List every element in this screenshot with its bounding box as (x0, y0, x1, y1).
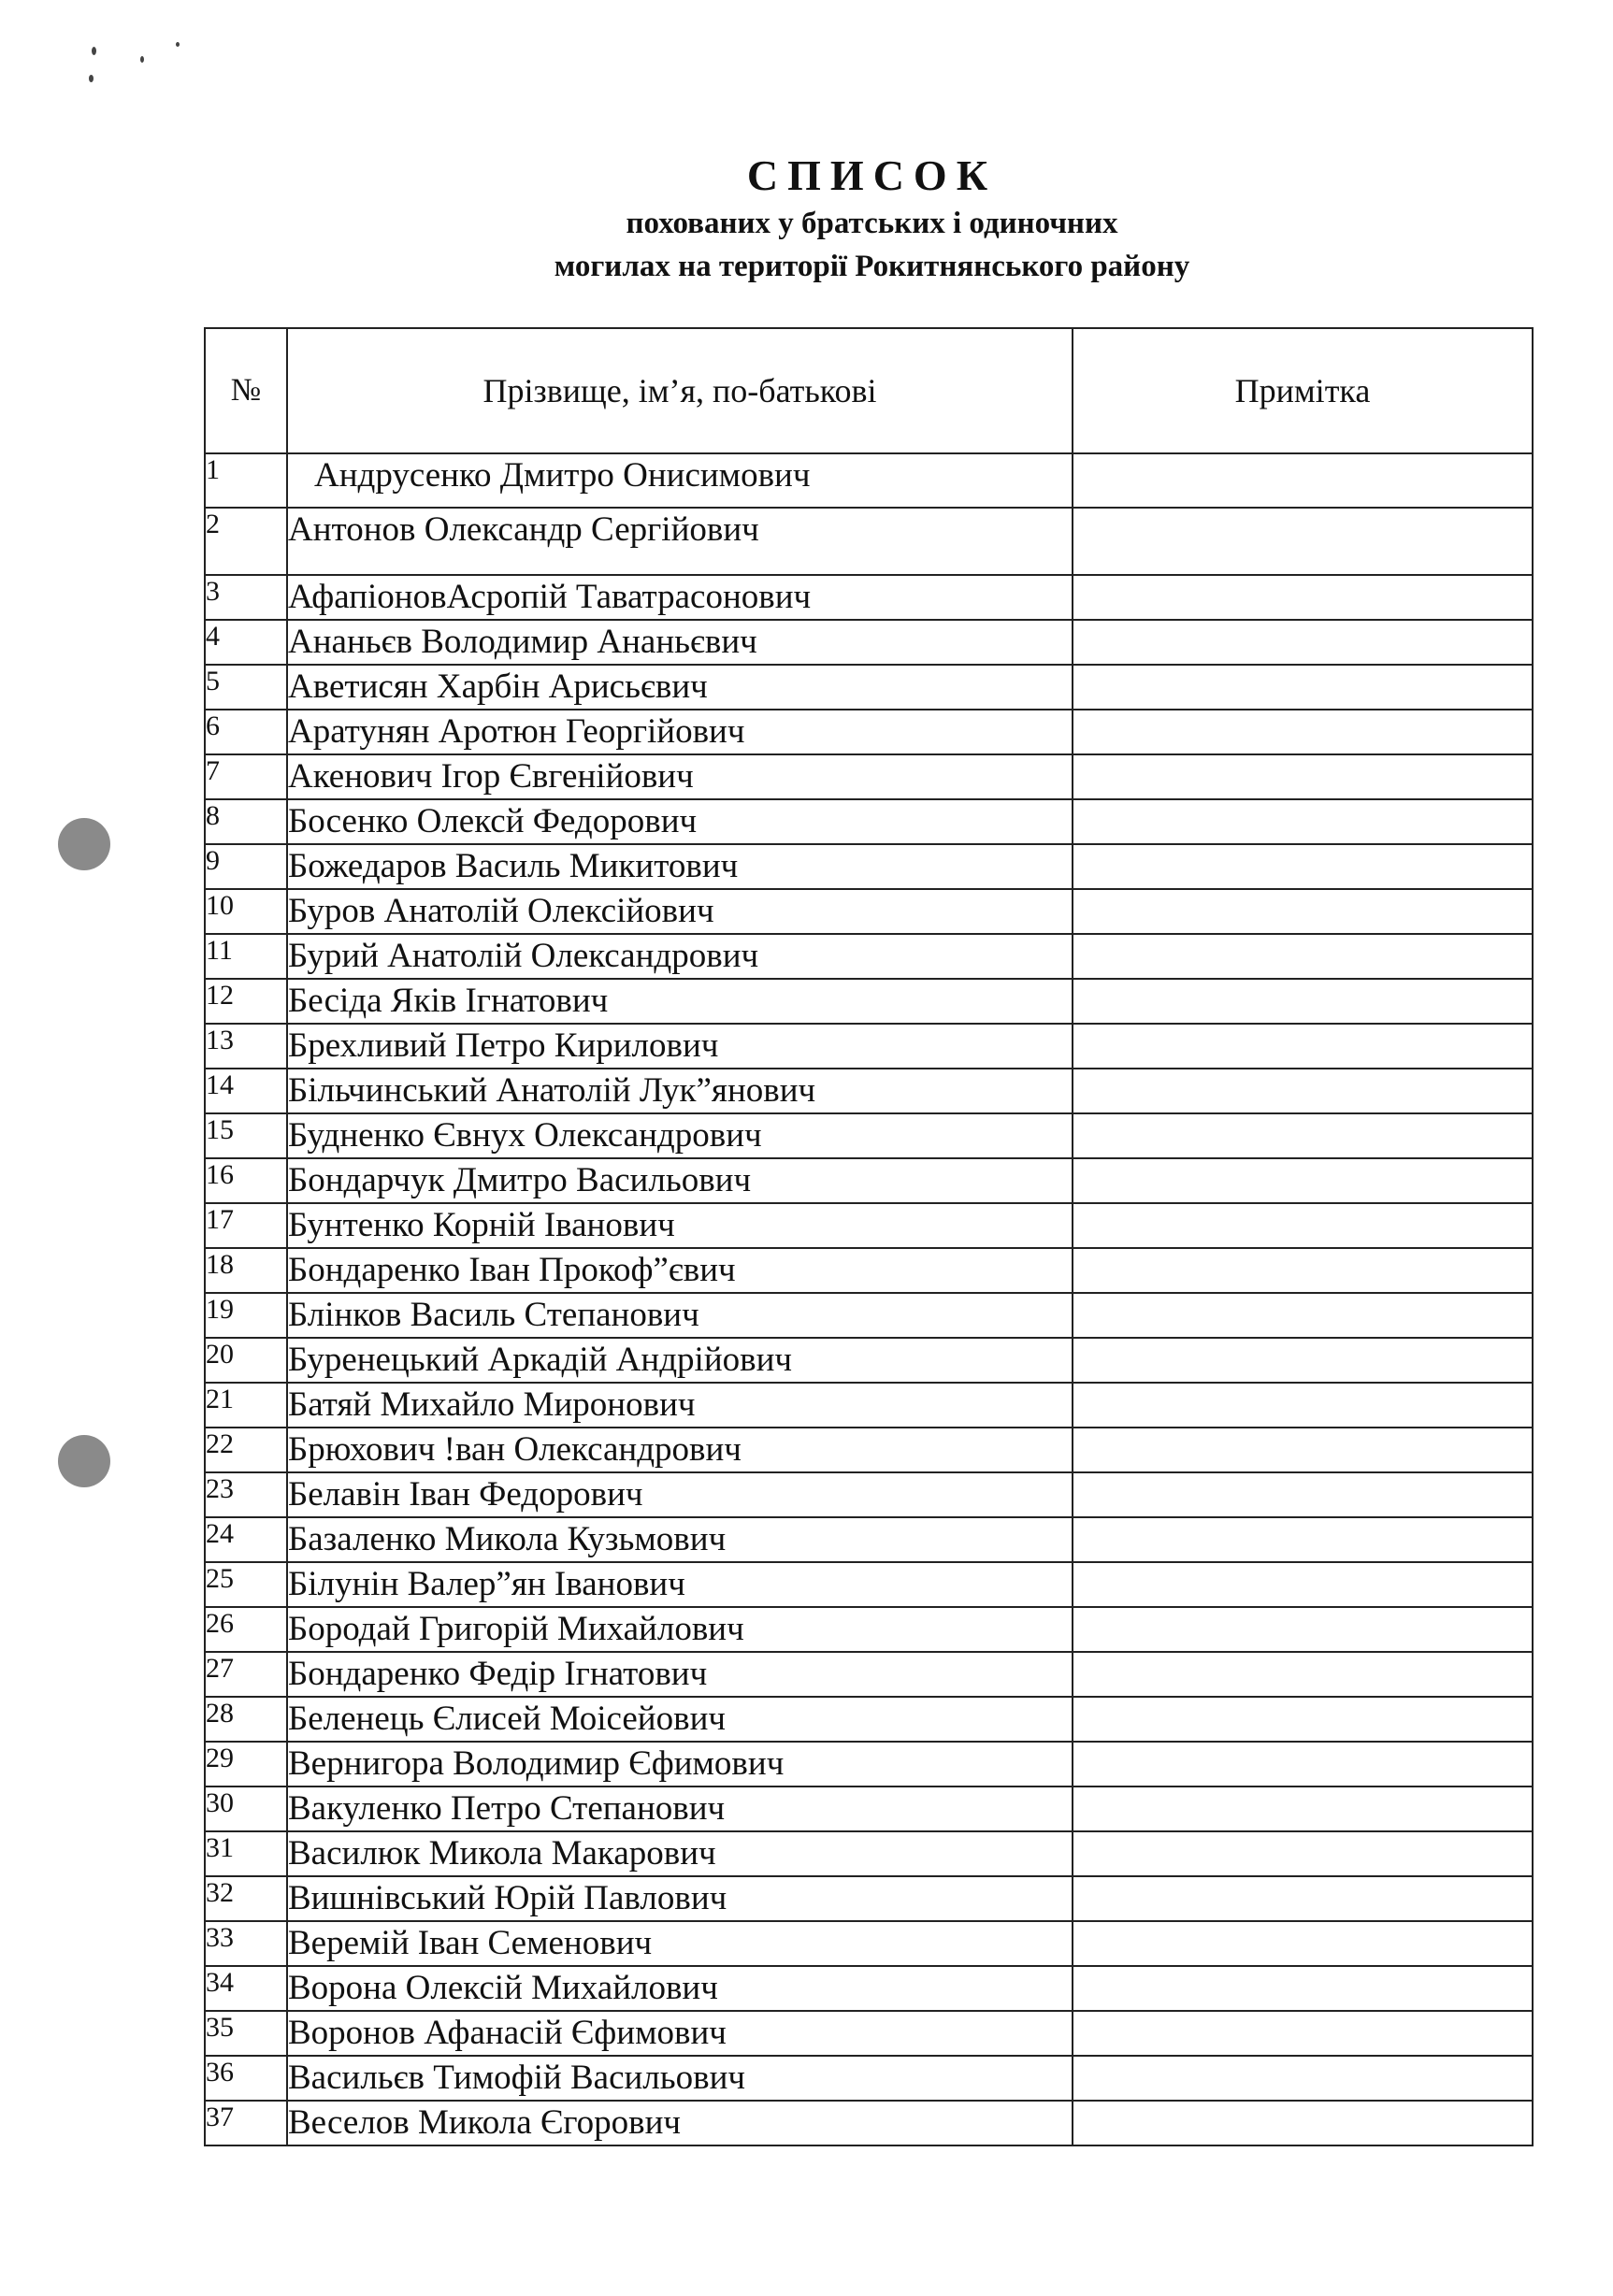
table-row (205, 1203, 1533, 1248)
row-name: Бондарчук Дмитро Васильович (287, 1158, 1073, 1203)
row-note (1073, 799, 1533, 844)
row-number: 9 (205, 844, 287, 889)
row-name: Василюк Микола Макарович (287, 1831, 1073, 1876)
punch-hole-top (58, 818, 110, 870)
row-number: 19 (205, 1293, 287, 1338)
row-number: 21 (205, 1383, 287, 1428)
row-number: 2 (205, 508, 287, 575)
row-number: 1 (205, 453, 287, 508)
table-row (205, 799, 1533, 844)
table-row (205, 934, 1533, 979)
row-note (1073, 2056, 1533, 2101)
row-number: 22 (205, 1428, 287, 1472)
row-number: 7 (205, 754, 287, 799)
row-name: Вакуленко Петро Степанович (287, 1787, 1073, 1831)
document-title: СПИСОК (746, 151, 998, 199)
table-row (205, 1248, 1533, 1293)
row-note (1073, 1428, 1533, 1472)
table-row (205, 1024, 1533, 1069)
row-name: Блінков Василь Степанович (287, 1293, 1073, 1338)
row-note (1073, 1652, 1533, 1697)
row-number: 16 (205, 1158, 287, 1203)
row-number: 11 (205, 934, 287, 979)
row-note (1073, 1338, 1533, 1383)
row-number: 15 (205, 1113, 287, 1158)
table-row (205, 1742, 1533, 1787)
row-number: 18 (205, 1248, 287, 1293)
row-note (1073, 1921, 1533, 1966)
table-row (205, 1921, 1533, 1966)
row-note (1073, 934, 1533, 979)
scan-speck (176, 42, 180, 47)
table-row (205, 844, 1533, 889)
table-row (205, 1338, 1533, 1383)
row-name: Ворона Олексій Михайлович (287, 1966, 1073, 2011)
punch-hole-bottom (58, 1435, 110, 1487)
table-row (205, 1158, 1533, 1203)
row-name: АфапіоновАсропій Таватрасонович (287, 575, 1073, 620)
table-row (205, 2011, 1533, 2056)
row-name: Брюхович !ван Олександрович (287, 1428, 1073, 1472)
row-note (1073, 665, 1533, 710)
row-name: Більчинський Анатолій Лук”янович (287, 1069, 1073, 1113)
row-name: Бунтенко Корній Іванович (287, 1203, 1073, 1248)
column-header-note: Примітка (1073, 328, 1533, 453)
row-note (1073, 2011, 1533, 2056)
row-note (1073, 1293, 1533, 1338)
table-row (205, 1069, 1533, 1113)
row-number: 37 (205, 2101, 287, 2145)
table-row (205, 1517, 1533, 1562)
row-note (1073, 508, 1533, 575)
row-number: 8 (205, 799, 287, 844)
row-note (1073, 1876, 1533, 1921)
row-note (1073, 889, 1533, 934)
row-number: 33 (205, 1921, 287, 1966)
row-name: Акенович Ігор Євгенійович (287, 754, 1073, 799)
row-name: Васильєв Тимофій Васильович (287, 2056, 1073, 2101)
table-row (205, 453, 1533, 508)
row-note (1073, 453, 1533, 508)
row-name: Воронов Афанасій Єфимович (287, 2011, 1073, 2056)
row-name: Білунін Валер”ян Іванович (287, 1562, 1073, 1607)
table-row (205, 665, 1533, 710)
row-note (1073, 754, 1533, 799)
scan-speck (92, 47, 96, 55)
table-row (205, 889, 1533, 934)
row-name: Андрусенко Дмитро Онисимович (287, 453, 1073, 508)
row-note (1073, 1069, 1533, 1113)
row-number: 6 (205, 710, 287, 754)
table-row (205, 710, 1533, 754)
scan-speck (140, 56, 144, 63)
row-name: Вишнівський Юрій Павлович (287, 1876, 1073, 1921)
row-note (1073, 1024, 1533, 1069)
table-row (205, 754, 1533, 799)
table-row (205, 2056, 1533, 2101)
row-number: 20 (205, 1338, 287, 1383)
row-name: Белавін Іван Федорович (287, 1472, 1073, 1517)
table-row (205, 1383, 1533, 1428)
row-number: 36 (205, 2056, 287, 2101)
table-row (205, 1472, 1533, 1517)
row-name: Бурий Анатолій Олександрович (287, 934, 1073, 979)
row-note (1073, 1517, 1533, 1562)
row-note (1073, 1383, 1533, 1428)
row-note (1073, 1742, 1533, 1787)
table-row (205, 575, 1533, 620)
row-number: 24 (205, 1517, 287, 1562)
row-note (1073, 1472, 1533, 1517)
row-number: 27 (205, 1652, 287, 1697)
row-number: 3 (205, 575, 287, 620)
table-row (205, 1428, 1533, 1472)
table-row (205, 1113, 1533, 1158)
column-header-number: № (205, 328, 287, 453)
row-note (1073, 1697, 1533, 1742)
row-number: 30 (205, 1787, 287, 1831)
table-row (205, 2101, 1533, 2145)
row-name: Буренецький Аркадій Андрійович (287, 1338, 1073, 1383)
row-note (1073, 1158, 1533, 1203)
table-row (205, 1876, 1533, 1921)
row-number: 34 (205, 1966, 287, 2011)
table-row (205, 508, 1533, 575)
row-note (1073, 2101, 1533, 2145)
row-note (1073, 979, 1533, 1024)
row-name: Батяй Михайло Миронович (287, 1383, 1073, 1428)
row-name: Босенко Олексй Федорович (287, 799, 1073, 844)
row-note (1073, 1831, 1533, 1876)
row-note (1073, 1203, 1533, 1248)
row-name: Буров Анатолій Олексійович (287, 889, 1073, 934)
row-note (1073, 575, 1533, 620)
document-subtitle-line1: похованих у братських і одиночних (626, 207, 1118, 240)
table-row (205, 1293, 1533, 1338)
row-number: 32 (205, 1876, 287, 1921)
row-number: 25 (205, 1562, 287, 1607)
row-name: Антонов Олександр Сергійович (287, 508, 1073, 575)
row-name: Базаленко Микола Кузьмович (287, 1517, 1073, 1562)
row-note (1073, 1113, 1533, 1158)
row-name: Бородай Григорій Михайлович (287, 1607, 1073, 1652)
row-number: 23 (205, 1472, 287, 1517)
row-note (1073, 1787, 1533, 1831)
row-name: Брехливий Петро Кирилович (287, 1024, 1073, 1069)
row-note (1073, 710, 1533, 754)
row-number: 35 (205, 2011, 287, 2056)
table-row (205, 1787, 1533, 1831)
row-name: Бесіда Яків Ігнатович (287, 979, 1073, 1024)
row-note (1073, 1966, 1533, 2011)
row-number: 5 (205, 665, 287, 710)
row-note (1073, 620, 1533, 665)
row-number: 13 (205, 1024, 287, 1069)
row-name: Ананьєв Володимир Ананьєвич (287, 620, 1073, 665)
row-name: Аратунян Аротюн Георгійович (287, 710, 1073, 754)
row-note (1073, 1562, 1533, 1607)
row-note (1073, 1607, 1533, 1652)
row-name: Будненко Євнух Олександрович (287, 1113, 1073, 1158)
row-name: Бондаренко Федір Ігнатович (287, 1652, 1073, 1697)
row-name: Веселов Микола Єгорович (287, 2101, 1073, 2145)
row-name: Бондаренко Іван Прокоф”євич (287, 1248, 1073, 1293)
row-name: Веремій Іван Семенович (287, 1921, 1073, 1966)
row-number: 10 (205, 889, 287, 934)
document-header (0, 150, 1613, 288)
table-row (205, 620, 1533, 665)
row-number: 12 (205, 979, 287, 1024)
row-number: 29 (205, 1742, 287, 1787)
row-number: 14 (205, 1069, 287, 1113)
table-row (205, 1562, 1533, 1607)
table-row (205, 1697, 1533, 1742)
scan-speck (89, 75, 94, 82)
row-number: 26 (205, 1607, 287, 1652)
table-row (205, 1652, 1533, 1697)
row-name: Божедаров Василь Микитович (287, 844, 1073, 889)
row-name: Беленець Єлисей Моісейович (287, 1697, 1073, 1742)
document-subtitle-line2: могилах на території Рокитнянського району (554, 250, 1190, 283)
table-row (205, 1966, 1533, 2011)
table-body (205, 453, 1533, 2145)
burial-list-table (204, 327, 1534, 2146)
table-row (205, 979, 1533, 1024)
row-number: 31 (205, 1831, 287, 1876)
row-number: 4 (205, 620, 287, 665)
column-header-name: Прізвище, ім’я, по-батькові (287, 328, 1073, 453)
row-name: Вернигора Володимир Єфимович (287, 1742, 1073, 1787)
row-number: 28 (205, 1697, 287, 1742)
row-note (1073, 1248, 1533, 1293)
row-note (1073, 844, 1533, 889)
table-header-row (205, 328, 1533, 453)
row-name: Аветисян Харбін Арисьєвич (287, 665, 1073, 710)
table-row (205, 1831, 1533, 1876)
row-number: 17 (205, 1203, 287, 1248)
table-row (205, 1607, 1533, 1652)
